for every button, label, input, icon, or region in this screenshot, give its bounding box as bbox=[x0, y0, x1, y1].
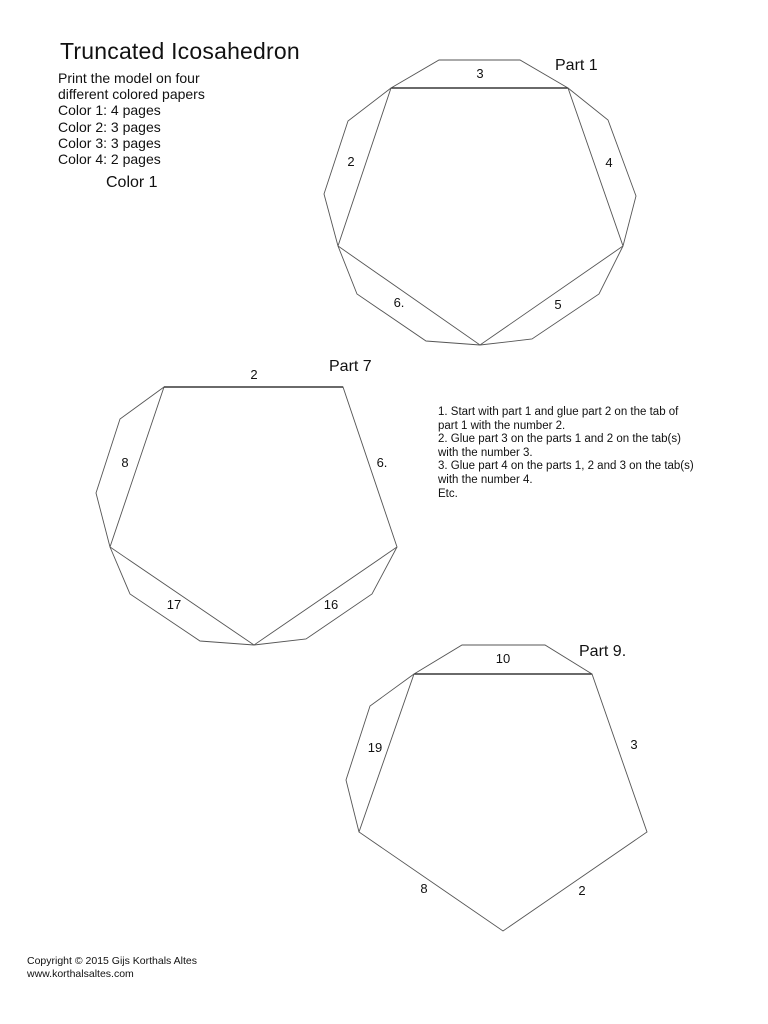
part-9-label: Part 9. bbox=[579, 643, 627, 660]
part-7-tab-2-number: 2 bbox=[250, 367, 258, 382]
footer bbox=[27, 955, 197, 981]
copyright-text: Copyright © 2015 Gijs Korthals Altes bbox=[27, 955, 197, 967]
color-label: Color 1 bbox=[106, 174, 158, 191]
page-title: Truncated Icosahedron bbox=[60, 38, 300, 64]
part-1-tab-2 bbox=[324, 88, 391, 246]
intro-line: Print the model on four bbox=[58, 70, 200, 86]
instruction-line: 3. Glue part 4 on the parts 1, 2 and 3 on the tab(s) bbox=[438, 460, 694, 473]
part-7-tab-8-number: 8 bbox=[121, 455, 129, 470]
intro-line: different colored papers bbox=[58, 86, 205, 103]
assembly-instructions bbox=[438, 406, 738, 501]
part-7-tab-6-number: 6. bbox=[376, 455, 388, 470]
intro-line: Color 4: 2 pages bbox=[58, 151, 161, 168]
part-9-tab-8-number: 8 bbox=[420, 881, 428, 896]
part-1-tab-4 bbox=[568, 88, 636, 246]
website-link[interactable]: www.korthalsaltes.com bbox=[27, 968, 134, 980]
part-1-tab-5-number: 5 bbox=[554, 297, 562, 312]
part-7 bbox=[96, 358, 397, 645]
part-1 bbox=[324, 57, 636, 345]
part-1-tab-4-number: 4 bbox=[605, 155, 613, 170]
part-9-tab-3-number: 3 bbox=[630, 737, 638, 752]
instruction-line: Etc. bbox=[438, 487, 458, 500]
instruction-line: part 1 with the number 2. bbox=[438, 419, 566, 432]
part-9-pentagon bbox=[359, 674, 647, 931]
instruction-line: with the number 4. bbox=[438, 473, 533, 486]
instruction-line: with the number 3. bbox=[438, 446, 533, 459]
part-9 bbox=[346, 643, 647, 931]
part-7-label: Part 7 bbox=[329, 358, 372, 375]
part-1-tab-6-number: 6. bbox=[393, 295, 405, 310]
instruction-line: 1. Start with part 1 and glue part 2 on the tab of bbox=[438, 406, 679, 418]
part-9-tab-10-number: 10 bbox=[495, 651, 511, 666]
part-1-tab-2-number: 2 bbox=[347, 154, 355, 169]
intro-line: Color 2: 3 pages bbox=[58, 118, 161, 135]
instruction-line: 2. Glue part 3 on the parts 1 and 2 on the tab(s) bbox=[438, 433, 681, 446]
part-7-tab-8 bbox=[96, 387, 164, 547]
part-7-tab-16-number: 16 bbox=[323, 597, 339, 612]
part-1-tab-3-number: 3 bbox=[476, 66, 484, 81]
intro-line: Color 3: 3 pages bbox=[58, 134, 161, 151]
part-1-label: Part 1 bbox=[555, 57, 598, 74]
part-9-tab-19-number: 19 bbox=[367, 740, 383, 755]
part-9-tab-2-number: 2 bbox=[578, 883, 586, 898]
intro-line: Color 1: 4 pages bbox=[58, 102, 161, 119]
part-7-tab-17-number: 17 bbox=[166, 597, 182, 612]
